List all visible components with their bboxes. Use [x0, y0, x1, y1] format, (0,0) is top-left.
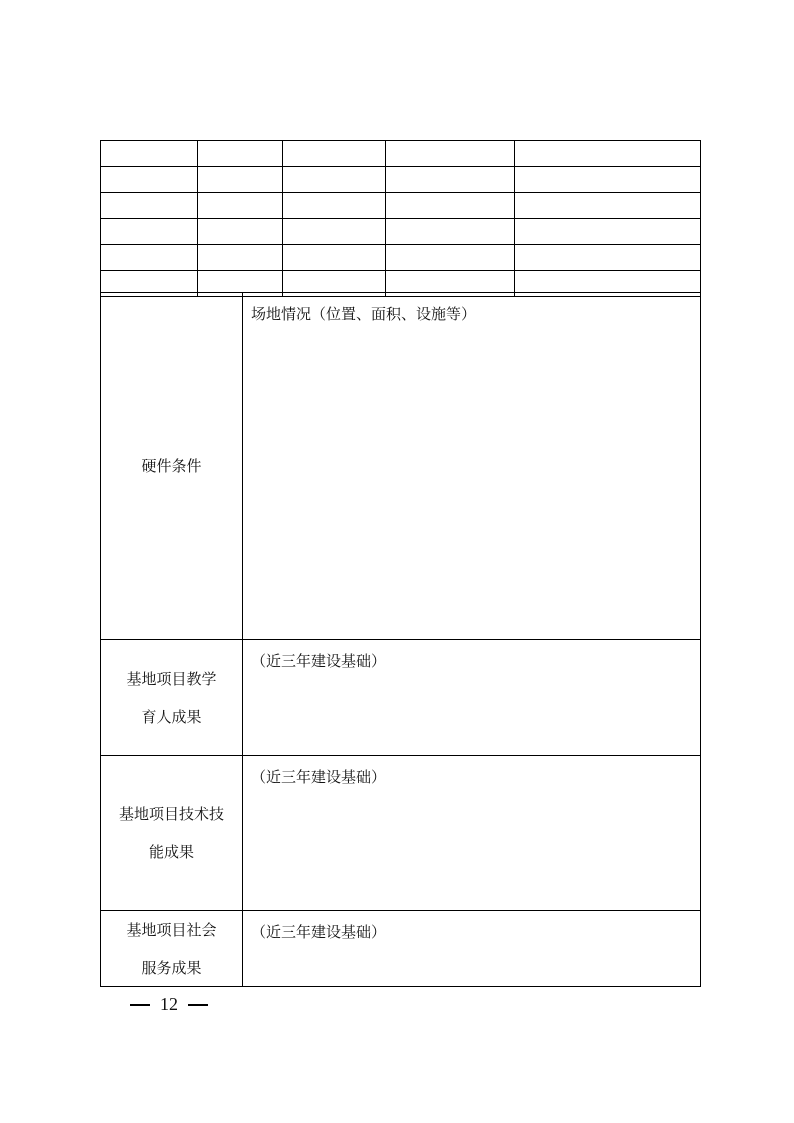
- skills-label: [101, 756, 243, 910]
- table-cell[interactable]: [514, 141, 700, 167]
- table-cell[interactable]: [197, 219, 282, 245]
- teaching-section: [101, 639, 700, 755]
- table-cell[interactable]: [197, 141, 282, 167]
- footer-dash-left: [130, 1004, 150, 1006]
- table-row: [101, 219, 700, 245]
- table-row: [101, 193, 700, 219]
- social-label-line2: 服务成果: [141, 958, 202, 977]
- table-cell[interactable]: [282, 167, 385, 193]
- skills-content-field[interactable]: [243, 756, 700, 910]
- teaching-label-line1: 基地项目教学: [126, 669, 217, 688]
- table-cell[interactable]: [101, 245, 197, 271]
- hardware-label-text: 硬件条件: [141, 457, 202, 475]
- teaching-label-line2: 育人成果: [141, 707, 202, 726]
- form-table: [100, 140, 701, 987]
- hardware-content-field[interactable]: [243, 293, 700, 639]
- table-cell[interactable]: [197, 193, 282, 219]
- skills-section: [101, 755, 700, 910]
- table-cell[interactable]: [385, 141, 514, 167]
- table-cell[interactable]: [385, 245, 514, 271]
- table-cell[interactable]: [282, 141, 385, 167]
- footer-dash-right: [188, 1004, 208, 1006]
- page-footer: [130, 994, 208, 1015]
- table-row: [101, 141, 700, 167]
- skills-label-line1: 基地项目技术技: [118, 805, 224, 823]
- hardware-section: [101, 292, 700, 639]
- hardware-content-prompt: 场地情况（位置、面积、设施等）: [251, 305, 477, 323]
- table-cell[interactable]: [282, 193, 385, 219]
- teaching-label: [101, 640, 243, 755]
- table-cell[interactable]: [197, 245, 282, 271]
- social-content-prompt: （近三年建设基础）: [251, 923, 387, 941]
- table-cell[interactable]: [282, 245, 385, 271]
- table-cell[interactable]: [101, 141, 197, 167]
- table-row: [101, 167, 700, 193]
- table-cell[interactable]: [514, 193, 700, 219]
- blank-grid-table: [101, 141, 700, 297]
- table-cell[interactable]: [385, 193, 514, 219]
- table-cell[interactable]: [282, 219, 385, 245]
- page-number: 12: [160, 994, 178, 1014]
- table-cell[interactable]: [514, 245, 700, 271]
- table-cell[interactable]: [101, 167, 197, 193]
- teaching-content-field[interactable]: [243, 640, 700, 755]
- table-row: [101, 245, 700, 271]
- social-section: [101, 910, 700, 986]
- skills-content-prompt: （近三年建设基础）: [251, 768, 387, 786]
- skills-label-line2: 能成果: [148, 843, 194, 861]
- blank-grid: [101, 141, 700, 293]
- table-cell[interactable]: [385, 167, 514, 193]
- table-cell[interactable]: [101, 219, 197, 245]
- social-label-line1: 基地项目社会: [126, 920, 217, 939]
- hardware-label: [101, 293, 243, 639]
- teaching-content-prompt: （近三年建设基础）: [251, 652, 387, 670]
- table-cell[interactable]: [197, 167, 282, 193]
- table-cell[interactable]: [101, 193, 197, 219]
- table-cell[interactable]: [385, 219, 514, 245]
- table-cell[interactable]: [514, 167, 700, 193]
- table-cell[interactable]: [514, 219, 700, 245]
- social-label: [101, 911, 243, 986]
- social-content-field[interactable]: [243, 911, 700, 986]
